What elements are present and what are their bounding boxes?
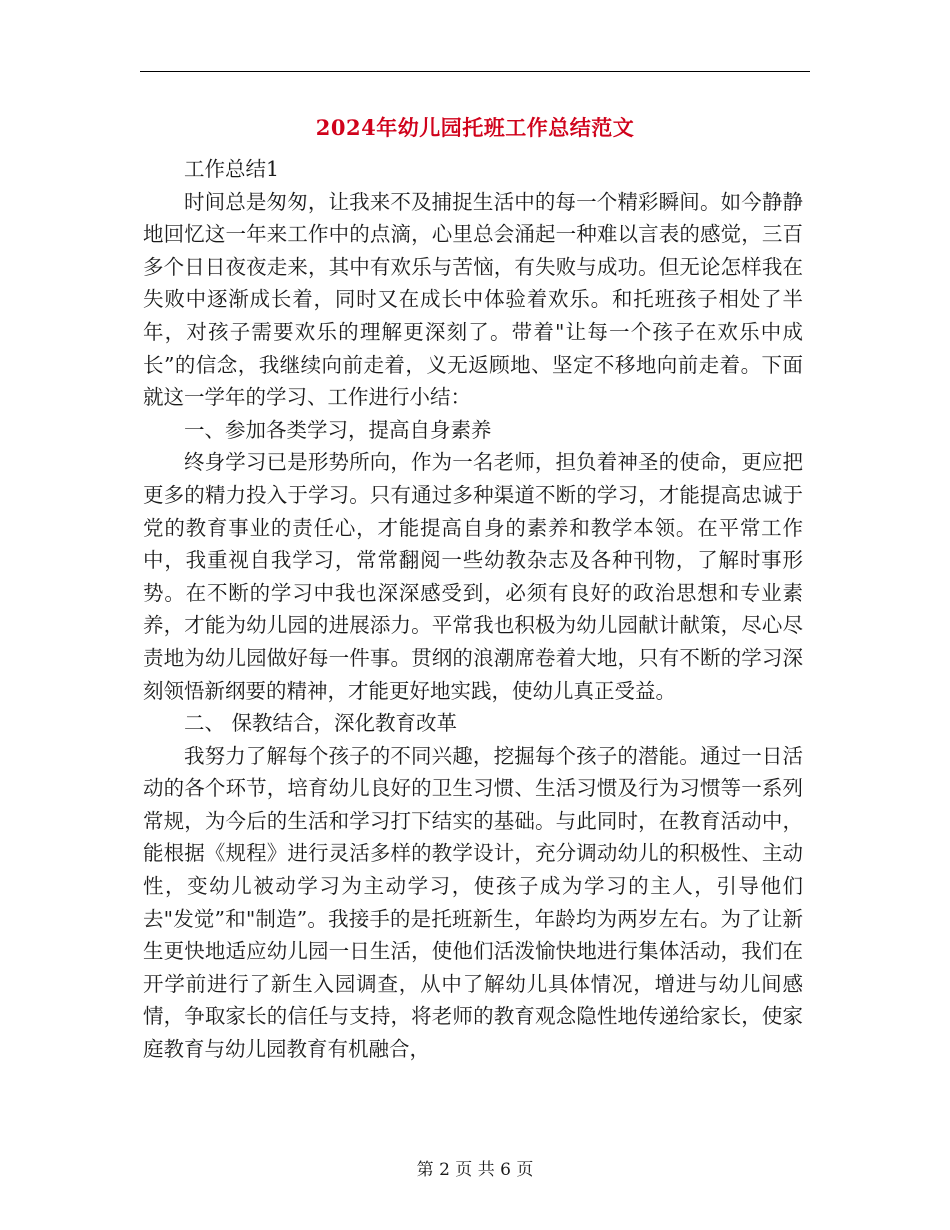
section-heading: 二、 保教结合，深化教育改革 bbox=[184, 711, 458, 736]
section-label: 工作总结1 bbox=[184, 157, 280, 181]
page-number: 第 2 页 共 6 页 bbox=[416, 1160, 534, 1180]
body-paragraph: 终身学习已是形势所向，作为一名老师，担负着神圣的使命，更应把更多的精力投入于学习。只有通过多种渠道不断的学习，才能提高忠诚于党的教育事业的责任心，才能提高自身的素养和教学本领。在平常工作中，我重视自我学习，常常翻阅一些幼教杂志及各种刊物，了解时事形势。在不断的学习中我也深深感受到，必须有良好的政治思想和专业素养，才能为幼儿园的进展添力。平常我也积极为幼儿园献计献策，尽心尽责地为幼儿园做好每一件事。贯纲的浪潮席卷着大地，只有不断的学习深刻领悟新纲要的精神，才能更好地实践，使幼儿真正受益。 bbox=[143, 450, 803, 703]
body-paragraph: 时间总是匆匆，让我来不及捕捉生活中的每一个精彩瞬间。如今静静地回忆这一年来工作中的点滴，心里总会涌起一种难以言表的感觉，三百多个日日夜夜走来，其中有欢乐与苦恼，有失败与成功。但无论怎样我在失败中逐渐成长着，同时又在成长中体验着欢乐。和托班孩子相处了半年，对孩子需要欢乐的理解更深刻了。带着"让每一个孩子在欢乐中成长”的信念，我继续向前走着，义无返顾地、坚定不移地向前走着。下面就这一学年的学习、工作进行小结： bbox=[143, 189, 803, 410]
body-paragraph: 我努力了解每个孩子的不同兴趣，挖掘每个孩子的潜能。通过一日活动的各个环节，培育幼儿良好的卫生习惯、生活习惯及行为习惯等一系列常规，为今后的生活和学习打下结实的基础。与此同时，在教育活动中，能根据《规程》进行灵活多样的教学设计，充分调动幼儿的积极性、主动性，变幼儿被动学习为主动学习，使孩子成为学习的主人，引导他们去"发觉”和"制造”。我接手的是托班新生，年龄均为两岁左右。为了让新生更快地适应幼儿园一日生活，使他们活泼愉快地进行集体活动，我们在开学前进行了新生入园调查，从中了解幼儿具体情况，增进与幼儿间感情，争取家长的信任与支持，将老师的教育观念隐性地传递给家长，使家庭教育与幼儿园教育有机融合， bbox=[143, 743, 803, 1062]
section-heading: 一、参加各类学习，提高自身素养 bbox=[184, 417, 492, 442]
document-title: 2024年幼儿园托班工作总结范文 bbox=[315, 115, 635, 140]
header-rule bbox=[140, 71, 810, 72]
document-body bbox=[143, 153, 803, 1066]
